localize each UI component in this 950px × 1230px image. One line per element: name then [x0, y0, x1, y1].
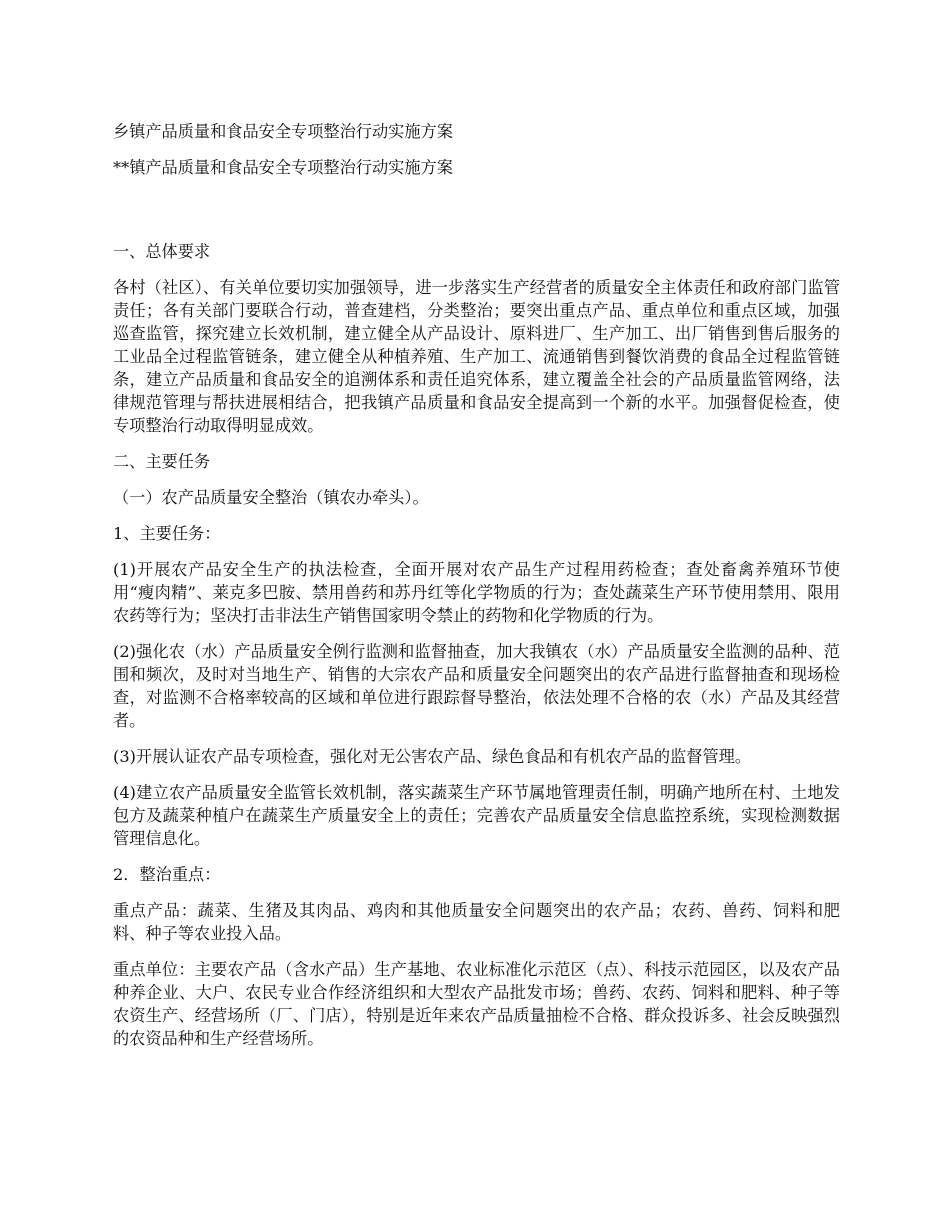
key-units-paragraph: 重点单位：主要农产品（含水产品）生产基地、农业标准化示范区（点）、科技示范园区，以及农产品种养企业、大户、农民专业合作经济组织和大型农产品批发市场；兽药、农药、饲料和肥料、种子等农资生产、经营场所（厂、门店），特别是近年来农产品质量抽检不合格、群众投诉多、社会反映强烈的农资品种和生产经营场所。	[113, 960, 840, 1048]
section-heading-general-requirements: 一、总体要求	[113, 242, 211, 261]
key-products-paragraph: 重点产品：蔬菜、生猪及其肉品、鸡肉和其他质量安全问题突出的农产品；农药、兽药、饲料和肥料、种子等农业投入品。	[113, 901, 840, 943]
task-item-3: (3)开展认证农产品专项检查，强化对无公害农产品、绿色食品和有机农产品的监督管理。	[113, 747, 752, 766]
paragraph-general-requirements: 各村（社区）、有关单位要切实加强领导，进一步落实生产经营者的质量安全主体责任和政府部门监管责任；各有关部门要联合行动，普查建档，分类整治；要突出重点产品、重点单位和重点区域，加强巡查监管，探究建立长效机制，建立健全从产品设计、原料进厂、生产加工、出厂销售到售后服务的工业品全过程监管链条，建立健全从种植养殖、生产加工、流通销售到餐饮消费的食品全过程监管链条，建立产品质量和食品安全的追溯体系和责任追究体系，建立覆盖全社会的产品质量监管网络，法律规范管理与帮扶进展相结合，把我镇产品质量和食品安全提高到一个新的水平。加强督促检查，使专项整治行动取得明显成效。	[113, 278, 840, 435]
title-spacer	[113, 192, 840, 240]
subsection-heading-agricultural-products: （一）农产品质量安全整治（镇农办牵头）。	[113, 488, 429, 507]
document-title: 乡镇产品质量和食品安全专项整治行动实施方案	[113, 122, 453, 141]
section-heading-main-tasks: 二、主要任务	[113, 452, 211, 471]
item-heading-main-tasks: 1、主要任务：	[113, 524, 221, 543]
task-item-2: (2)强化农（水）产品质量安全例行监测和监督抽查，加大我镇农（水）产品质量安全监测的品种、范围和频次，及时对当地生产、销售的大宗农产品和质量安全问题突出的农产品进行监督抽查和现场检查，对监测不合格率较高的区域和单位进行跟踪督导整治，依法处理不合格的农（水）产品及其经营者。	[113, 642, 840, 730]
task-item-4: (4)建立农产品质量安全监管长效机制，落实蔬菜生产环节属地管理责任制，明确产地所在村、土地发包方及蔬菜种植户在蔬菜生产质量安全上的责任；完善农产品质量安全信息监控系统，实现检测数据管理信息化。	[113, 783, 840, 848]
document-subtitle: **镇产品质量和食品安全专项整治行动实施方案	[113, 158, 453, 177]
task-item-1: (1)开展农产品安全生产的执法检查，全面开展对农产品生产过程用药检查；查处畜禽养殖环节使用“瘦肉精”、莱克多巴胺、禁用兽药和苏丹红等化学物质的行为；查处蔬菜生产环节使用禁用、限用农药等行为；坚决打击非法生产销售国家明令禁止的药物和化学物质的行为。	[113, 560, 840, 625]
item-heading-key-focus: 2．整治重点：	[113, 865, 221, 884]
document-body	[113, 120, 840, 1063]
